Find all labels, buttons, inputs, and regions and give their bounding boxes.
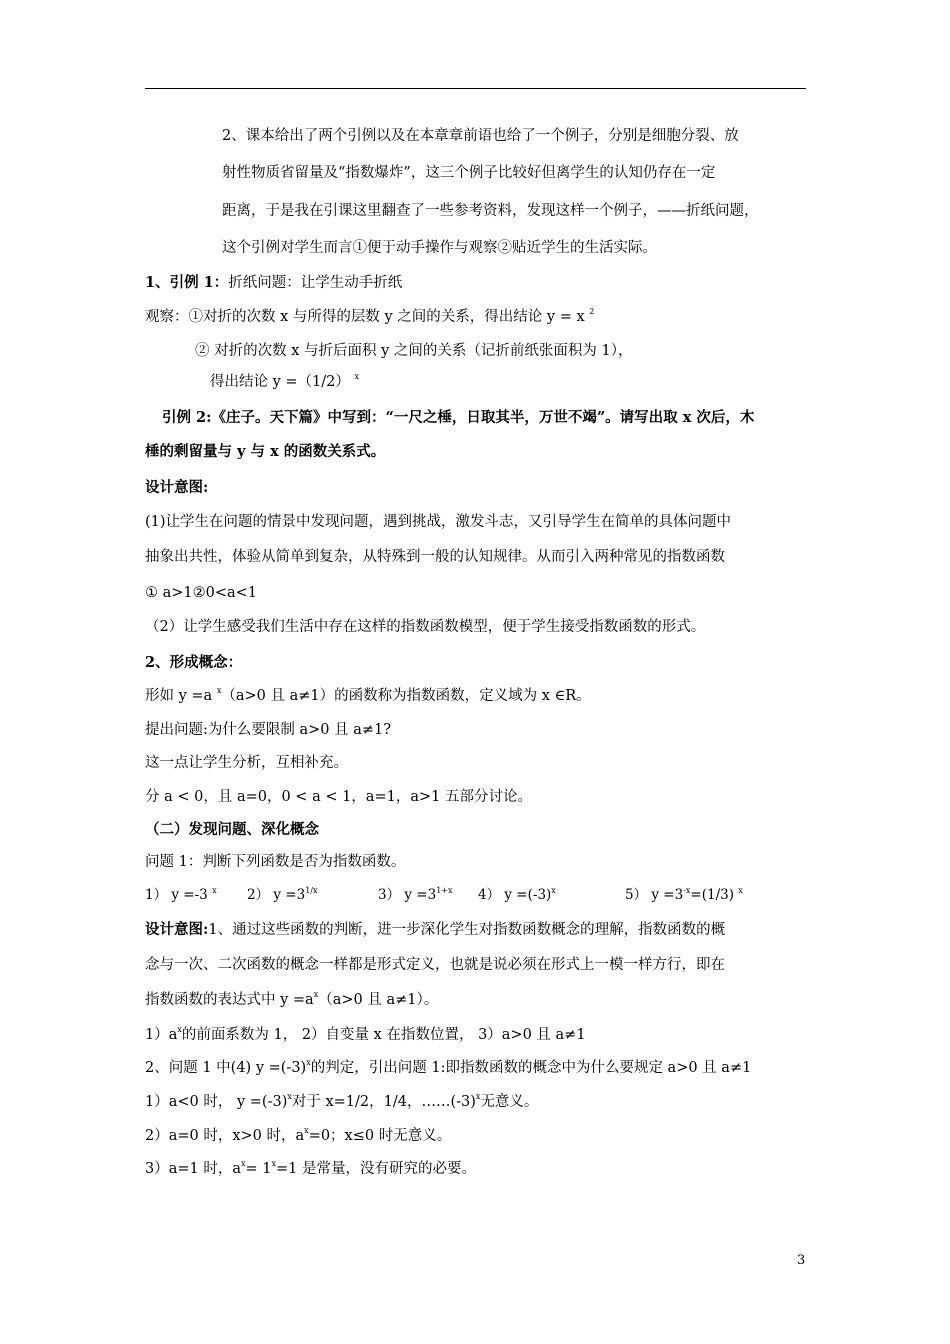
paragraph-line: 念与一次、二次函数的概念一样都是形式定义，也就是说必须在形式上一模一样方行，即在 <box>145 957 725 973</box>
paragraph-line: 2、问题 1 中(4) $y =(-3)^x$的判定，引出问题 1:即指数函数的概念中为什么要规定 a>0 且 a≠1 <box>145 1058 752 1076</box>
concept-heading: 2、形成概念： <box>145 654 243 671</box>
paragraph-line: 2）a=0 时，x>0 时，$a^x=0$；x≤0 时无意义。 <box>145 1126 452 1144</box>
question-line: 提出问题:为什么要限制 a>0 且 a≠1? <box>145 722 392 738</box>
paragraph-line: (1)让学生在问题的情景中发现问题，遇到挑战，激发斗志，又引导学生在简单的具体问题中 <box>145 514 732 530</box>
paragraph-line: 射性物质省留量及“指数爆炸”，这三个例子比较好但离学生的认知仍存在一定 <box>222 165 716 181</box>
observation-2: ② 对折的次数 x 与折后面积 y 之间的关系（记折前纸张面积为 1）， <box>195 343 633 359</box>
page-number: 3 <box>797 1253 806 1268</box>
paragraph-line: 这个引例对学生而言①便于动手操作与观察②贴近学生的生活实际。 <box>222 240 657 256</box>
definition-line: 形如 y =a $^x$（a>0 且 a≠1）的函数称为指数函数，定义域为 x ∈R。 <box>145 686 591 704</box>
example-1-line: 1、引例 1：折纸问题：让学生动手折纸 <box>145 274 403 291</box>
question-line: 问题 1：判断下列函数是否为指数函数。 <box>145 854 406 870</box>
paragraph-line: 1）a<0 时， $y =(-3)^x$对于 x=1/2，1/4，$\dots\dots(-3)^x$无意义。 <box>145 1092 539 1110</box>
function-3: 3） $y =3^{1+x}$ <box>378 885 453 903</box>
function-2: 2） $y =3^{1/x}$ <box>247 885 318 903</box>
paragraph-line: 抽象出共性，体验从简单到复杂，从特殊到一般的认知规律。从而引入两种常见的指数函数 <box>145 549 725 565</box>
function-4: 4） $y =(-3)^x$ <box>478 885 556 903</box>
paragraph-line: ① a>1②0<a<1 <box>145 585 258 601</box>
example-2-line: 引例 2:《庄子。天下篇》中写到：“一尺之棰，日取其半，万世不竭”。请写出取 x 次后，木 <box>162 409 755 426</box>
section-heading: （二）发现问题、深化概念 <box>145 821 319 838</box>
paragraph-line: 分 a < 0，且 a=0，0 < a < 1，a=1，a>1 五部分讨论。 <box>145 789 532 805</box>
example-2-line: 棰的剩留量与 y 与 x 的函数关系式。 <box>145 443 386 460</box>
example-1-title: 1、引例 1： <box>145 274 229 291</box>
paragraph-line: （2）让学生感受我们生活中存在这样的指数函数模型，便于学生接受指数函数的形式。 <box>145 619 706 635</box>
paragraph-line: $1)a^x$的前面系数为 1， 2）自变量 x 在指数位置， 3）a>0 且 a≠1 <box>145 1025 586 1043</box>
paragraph-line: 2、课本给出了两个引例以及在本章章前语也给了一个例子，分别是细胞分裂、放 <box>222 128 739 144</box>
function-list <box>145 885 743 905</box>
observation-1: 观察：①对折的次数 x 与所得的层数 y 之间的关系，得出结论 y = x $^2$ <box>145 307 595 325</box>
design-intent-heading: 设计意图: <box>145 921 209 938</box>
paragraph-line: 指数函数的表达式中 $y =a^x(a>0$ 且 a≠1）。 <box>145 990 439 1008</box>
design-intent-line: 设计意图:1、通过这些函数的判断，进一步深化学生对指数函数概念的理解，指数函数的概 <box>145 921 726 938</box>
paragraph-line: 距离，于是我在引课这里翻查了一些参考资料，发现这样一个例子，——折纸问题， <box>222 203 759 219</box>
function-5: 5） $y =3^{-x}=(1/3)$ $^x$ <box>625 885 743 903</box>
observation-3: 得出结论 y =（1/2） $^x$ <box>210 372 360 390</box>
paragraph-line: 3）a=1 时，$a^x= 1^x=1$ 是常量，没有研究的必要。 <box>145 1159 476 1177</box>
paragraph-line: 这一点让学生分析，互相补充。 <box>145 755 348 771</box>
function-1: 1） y =-3 $^x$ <box>145 885 217 903</box>
header-rule <box>145 88 806 89</box>
design-intent-heading: 设计意图: <box>145 479 209 496</box>
